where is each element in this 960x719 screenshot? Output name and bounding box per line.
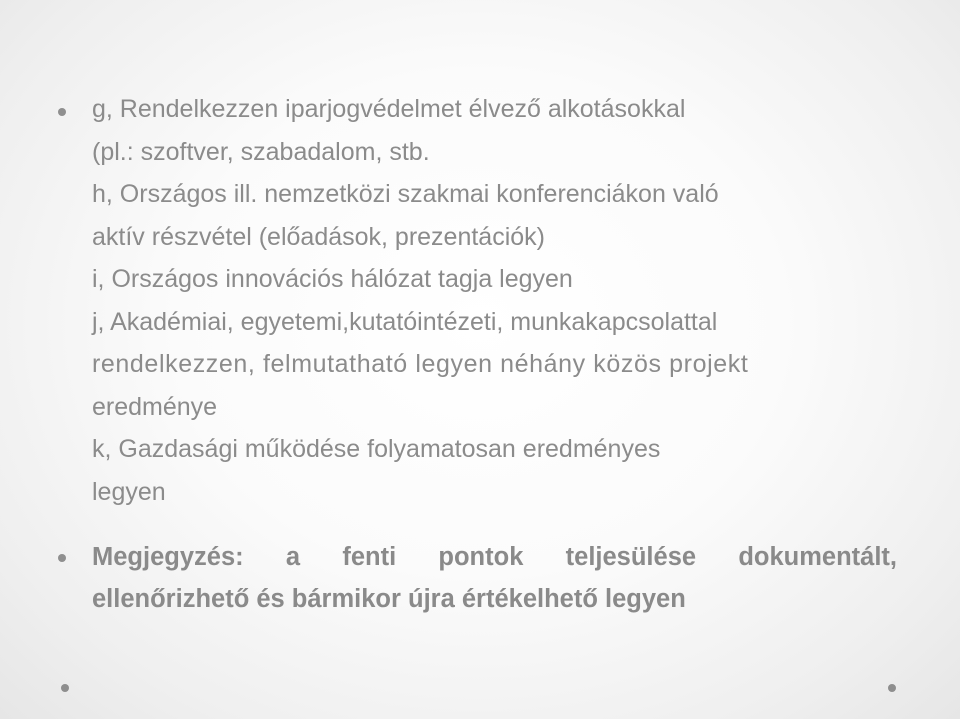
list-line: eredménye: [92, 392, 218, 421]
empty-bullet-icon: [888, 684, 896, 692]
note-line: Megjegyzés: a fenti pontok teljesülése dokumentált,: [92, 543, 897, 571]
note-line: ellenőrizhető és bármikor újra értékelhető legyen: [92, 585, 686, 613]
list-line: i, Országos innovációs hálózat tagja legyen: [92, 265, 573, 293]
criteria-list: [92, 88, 902, 513]
list-line: (pl.: szoftver, szabadalom, stb.: [92, 137, 430, 166]
list-line: k, Gazdasági működése folyamatosan eredményes: [92, 435, 661, 463]
list-line: legyen: [92, 477, 166, 506]
bullet-icon: [58, 108, 66, 116]
list-line: h, Országos ill. nemzetközi szakmai konferenciákon való: [92, 180, 719, 208]
empty-bullet-icon: [61, 684, 69, 692]
note-paragraph: [92, 536, 897, 620]
list-line: g, Rendelkezzen iparjogvédelmet élvező alkotásokkal: [92, 95, 686, 123]
list-line: rendelkezzen, felmutatható legyen néhány közös projekt: [92, 350, 749, 378]
bullet-icon: [58, 554, 66, 562]
list-line: j, Akadémiai, egyetemi,kutatóintézeti, munkakapcsolattal: [92, 307, 718, 336]
list-line: aktív részvétel (előadások, prezentációk): [92, 222, 545, 251]
